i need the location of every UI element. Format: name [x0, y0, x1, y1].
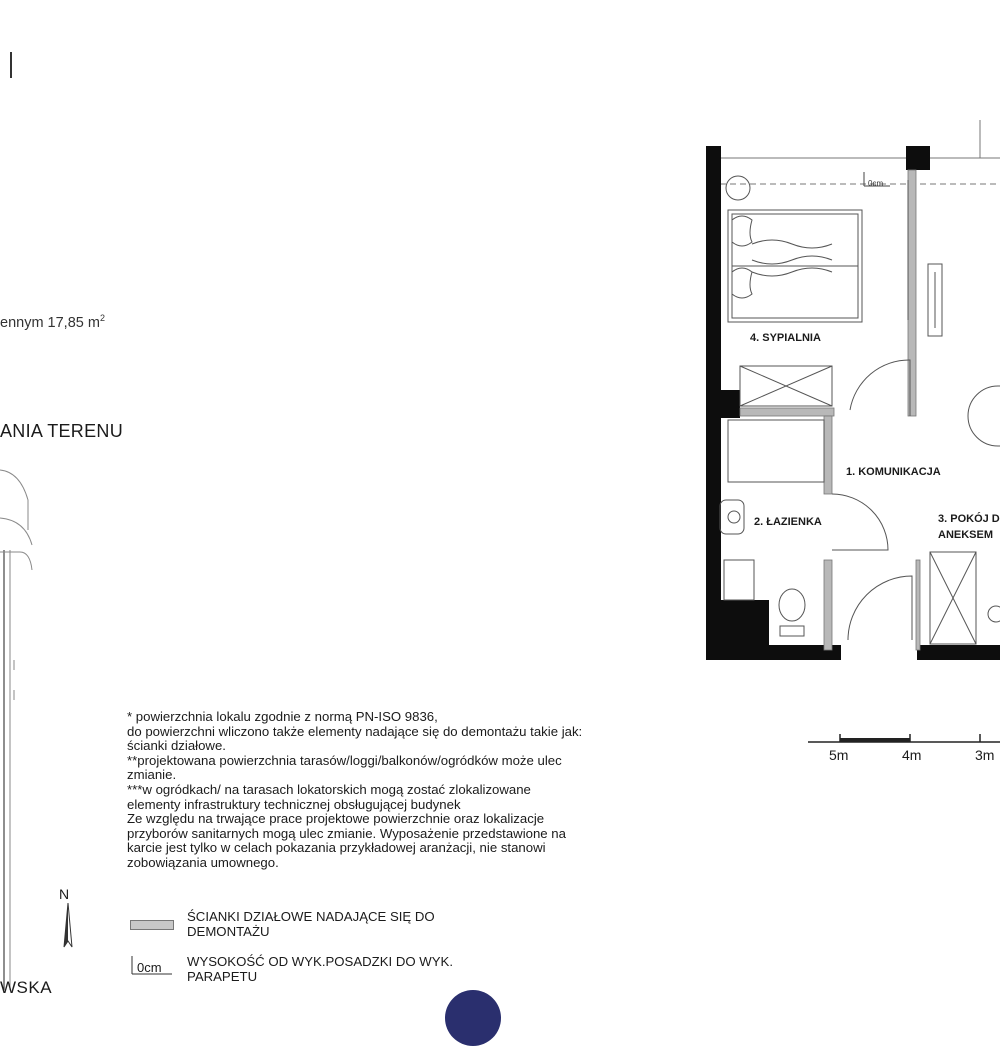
area-value: ennym 17,85 m	[0, 314, 100, 331]
bedroom-closet	[740, 366, 832, 406]
sill-marker-label: 0cm	[868, 179, 884, 188]
street-name: WSKA	[0, 978, 53, 997]
legend-partition-swatch	[130, 920, 174, 930]
balcony-outline	[710, 120, 1000, 184]
area-text	[0, 313, 105, 331]
room-label-bedroom: 4. SYPIALNIA	[750, 332, 821, 344]
notes-block	[127, 710, 687, 871]
area-unit-sup: 2	[99, 313, 105, 323]
bed	[726, 176, 862, 322]
legend-partition-label: ŚCIANKI DZIAŁOWE NADAJĄCE SIĘ DO DEMONTAŻU	[187, 909, 435, 939]
scale-label-3m: 3m	[975, 747, 995, 763]
scale-label-5m: 5m	[829, 747, 849, 763]
room-label-living-1: 3. POKÓJ D	[938, 513, 1000, 525]
outer-walls	[706, 146, 1000, 660]
scale-label-4m: 4m	[902, 747, 922, 763]
note-infrastructure: ***w ogródkach/ na tarasach lokatorskich mogą zostać zlokalizowane elementy infrastruktury technicznej obsługującej budynek	[127, 781, 531, 812]
scale-segment	[840, 738, 910, 742]
living-closet	[930, 552, 976, 644]
compass-arrow-icon	[58, 903, 78, 953]
door-swings	[832, 180, 912, 640]
room-label-bathroom: 2. ŁAZIENKA	[754, 516, 822, 528]
site-plan-fragment	[0, 460, 60, 1000]
note-disclaimer: Ze względu na trwające prace projektowe powierzchnie oraz lokalizacje przyborów sanitarnych mogą ulec zmianie. Wyposażenie przedstawione na karcie jest tylko w celach pokazania przykładowej aranżacji, nie stanowi zobowiązania umownego.	[127, 811, 566, 870]
corner-mark	[10, 52, 12, 78]
note-terraces: **projektowana powierzchnia tarasów/loggi/balkonów/ogródków może ulec zmianie.	[127, 752, 562, 783]
room-label-hall: 1. KOMUNIKACJA	[846, 466, 941, 478]
legend-height-label: WYSOKOŚĆ OD WYK.POSADZKI DO WYK. PARAPETU	[187, 954, 453, 984]
room-label-living-2: ANEKSEM	[938, 529, 994, 541]
partitions	[740, 170, 920, 650]
compass-north-label: N	[59, 886, 70, 902]
logo-partial	[445, 990, 501, 1046]
section-title: ANIA TERENU	[0, 421, 123, 441]
legend-height-value: 0cm	[137, 960, 162, 975]
note-area: * powierzchnia lokalu zgodnie z normą PN-ISO 9836, do powierzchni wliczono także elementy nadające się do demontażu takie jak: ścianki działowe.	[127, 709, 583, 754]
living-fixtures	[928, 264, 1000, 622]
floor-plan	[690, 120, 1000, 680]
